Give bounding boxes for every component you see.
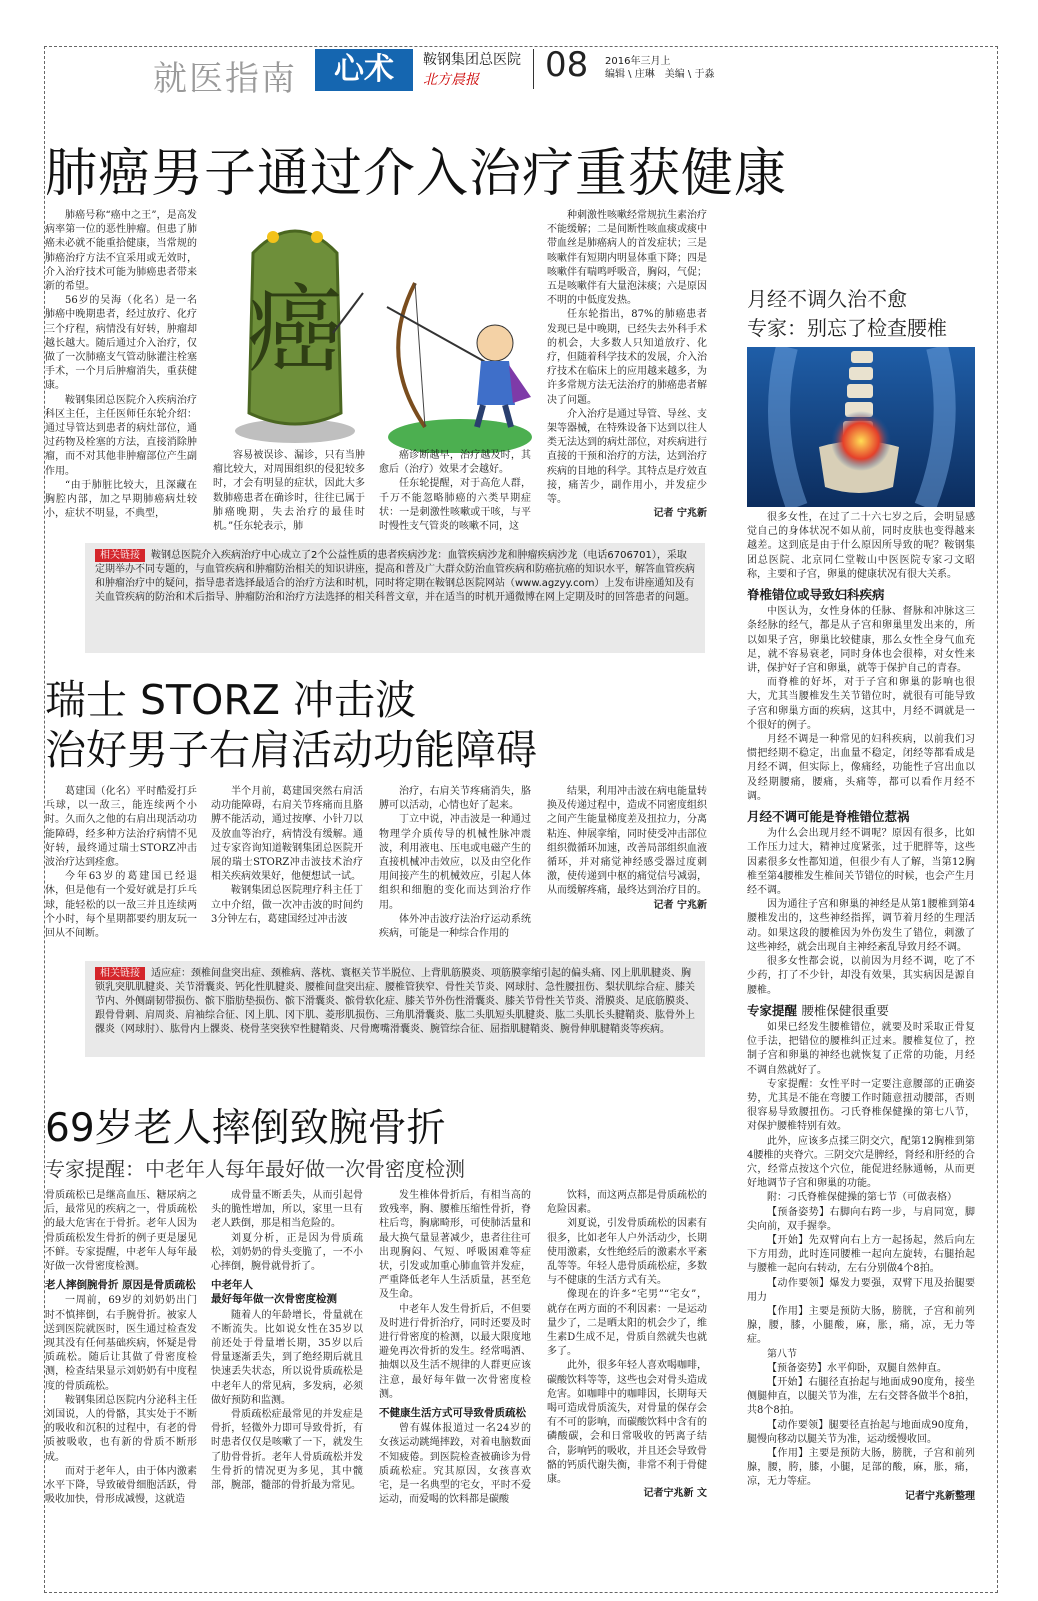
paragraph: 月经不调是一种常见的妇科疾病，以前我们习惯把经期不稳定，出血量不稳定，闭经等都看成是月经不调，但实际上，像痛经，功能性子宫出血以及经期腰痛，腰痛，头痛等，都可以看作月经不调。 [747,734,975,802]
paragraph: 体外冲击波疗法治疗运动系统疾病，可能是一种综合作用的 [379,913,531,940]
byline: 记者宁兆新整理 [905,1490,975,1502]
newspaper-name: 北方晨报 [423,72,479,88]
column-logo: 心术 [315,49,413,91]
section-heading: 中老年人 最好每年做一次骨密度检测 [211,1279,337,1306]
header-divider [533,49,534,89]
paragraph: 鞍钢集团总医院理疗科主任丁立中介绍，做一次冲击波的时间约3分钟左右，葛建国经过冲击波 [211,885,363,925]
paragraph: 癌诊断越早，治疗越及时，其愈后（治疗）效果才会越好。 [379,450,531,476]
tip-label: 专家提醒 [747,1002,798,1018]
article3-col1 [45,1189,197,1589]
exercise-step: 【预备姿势】水平仰卧，双腿自然伸直。 [767,1362,947,1374]
paragraph: 今年63岁的葛建国已经退休，但是他有一个爱好就是打乒乓球，能轻松的以一敌三并且连续两个小时，每个星期都要约朋友玩一回从不间断。 [45,871,197,940]
exercise-step: 【作用】主要是预防大肠，膀胱，子宫和前列腺，腰，胯，膝，小腿，足部的酸，麻，胀，痛，凉，无力等症。 [747,1448,975,1488]
article3-col2 [211,1189,363,1589]
article3-col4 [547,1189,707,1589]
paragraph: 为什么会出现月经不调呢？原因有很多，比如工作压力过大，精神过度紧张，过于肥胖等，这些因素很多女性都知道，但很少有人了解，当第12胸椎至第4腰椎发生椎间关节错位的时候，也会产生月经不调。 [747,828,975,897]
exercise-step: 【开始】右腿径直抬起与地面成90度角，接坐侧腿伸直，以腿关节为准，左右交替各做半个8拍，共8个8拍。 [747,1376,975,1417]
paragraph: 丁立中说，冲击波是一种通过物理学介质传导的机械性脉冲震波，利用液电、压电或电磁产生的直接机械冲击效应，以及由空化作用间接产生的机械效应，引起人体组织和细胞的变化而达到治疗作用。 [379,814,531,911]
byline: 记者宁兆新 文 [643,1488,707,1500]
tip-title: 腰椎保健很重要 [801,1002,889,1018]
paragraph: 发生椎体骨折后，有相当高的致残率，胸、腰椎压缩性骨折，脊柱后弯，胸廓畸形，可使肺活量和最大换气量显著减少，患者往往可出现胸闷、气短、呼吸困难等症状，引发或加重心肺血管并发症，严重降低老年人生活质量，甚至危及生命。 [379,1190,531,1301]
paragraph: 56岁的吴海（化名）是一名肺癌中晚期患者，经过放疗、化疗三个疗程，病情没有好转，肿瘤却越长越大。随后通过介入治疗，仅做了一次肺癌支气管动脉灌注栓塞手术，一个月后肿瘤消失，重获健康。 [45,295,197,392]
exercise-step: 【动作要领】爆发力要强，双臂下甩及抬腿要用力 [747,1277,975,1303]
sidebar-heading: 月经不调可能是脊椎错位惹祸 [747,809,910,825]
cancer-monster-illustration [213,213,369,445]
paragraph: 种刺激性咳嗽经常规抗生素治疗不能缓解；二是间断性咳血痰或痰中带血丝是肺癌病人的首发症状；三是咳嗽伴有短期内明显体重下降；四是咳嗽伴有喘鸣呼吸音，胸闷，气促；五是咳嗽伴有大量泡沫痰；六是原因不明的中低度发热。 [547,210,707,307]
editors: 编辑 \ 庄琳 美编 \ 于淼 [605,69,715,80]
article3-col3 [379,1189,531,1589]
article2-title-line2: 治好男子右肩活动功能障碍 [45,726,537,774]
paragraph: 骨质疏松已是继高血压、糖尿病之后，最常见的疾病之一，骨质疏松的最大危害在于骨折。老年人因为骨质疏松发生骨折的例子更是屡见不鲜。专家提醒，中老年人每年最好做一次骨密度检测。 [45,1190,197,1273]
paragraph: 而对于老年人，由于体内激素水平下降，导致破骨细胞活跃，骨吸收加快，骨形成减慢，这就造 [45,1465,197,1506]
related-tag: 相关链接 [95,549,145,562]
sidebar-heading: 脊椎错位或导致妇科疾病 [747,587,885,603]
exercise-step: 第八节 [767,1348,797,1360]
article2-related-box [85,961,705,1057]
paragraph: 刘夏分析，正是因为骨质疏松，刘奶奶的骨头变脆了，一不小心摔倒，腕骨就骨折了。 [211,1232,363,1273]
paragraph: 中老年人发生骨折后，不但要及时进行骨折治疗，同时还要及时进行骨密度的检测，以最大限度地避免再次骨折的发生。经常喝酒、抽烟以及生活不规律的人群更应该注意，最好每年做一次骨密度检测。 [379,1303,531,1400]
paragraph: 因为通往子宫和卵巢的神经是从第1腰椎到第4腰椎发出的，这些神经指挥，调节着月经的生理活动。如果这段的腰椎因为外伤发生了错位，刺激了这些神经，就会出现自主神经紊乱导致月经不调。 [747,899,975,953]
section-label: 就医指南 [153,59,297,99]
paragraph: 成骨量不断丢失，从而引起骨头的脆性增加，所以，家里一旦有老人跌倒，那是相当危险的。 [211,1190,363,1230]
section-heading: 老人摔倒腕骨折 原因是骨质疏松 [45,1279,196,1292]
section-heading: 不健康生活方式可导致骨质疏松 [379,1407,526,1420]
related-text: 鞍钢总医院介入疾病治疗中心成立了2个公益性质的患者疾病沙龙：血管疾病沙龙和肿瘤疾病沙龙（电话6706701），采取定期举办不同专题的，与血管疾病和肿瘤防治相关的知识讲座，提高和普及广大群众防治血管疾病和防癌抗癌的知识水平，解答血管疾病和肿瘤治疗中的疑问，指导患者选择最适合的治疗方法和时机，同时将定期在鞍钢总医院网站（www.agzyy.com）上发布讲座通知及有关血管疾病的防治和术后指导、肿瘤防治和治疗方法选择的相关科普文章，并在适当的时机开通微博在网上定期及时的回答患者的问题。 [95,550,695,603]
paragraph: 骨质疏松症最常见的并发症是骨折，轻微外力即可导致骨折，有时患者仅仅是咳嗽了一下，就发生了肋骨骨折。老年人骨质疏松并发生骨折的情况更为多见，其中髋部，腕部，髓部的骨折最为常见。 [211,1409,363,1492]
paragraph: 中医认为，女性身体的任脉、督脉和冲脉这三条经脉的经气，都是从子宫和卵巢里发出来的，所以如果子宫，卵巢比较健康，那么女性全身气血充足，就不容易衰老，同时身体也会很棒，对女性来讲，保护好子宫和卵巢，就等于保护自己的青春。 [747,606,975,675]
sidebar-title-line1: 月经不调久治不愈 [747,287,907,311]
exercise-step: 【预备姿势】右脚向右跨一步，与肩同宽，脚尖向前，双手握拳。 [747,1206,975,1232]
spine-illustration [747,347,975,507]
paragraph: 半个月前，葛建国突然右肩活动功能障碍，右肩关节疼痛而且胳膊不能活动，通过按摩、小针刀以及放血等治疗，病情没有缓解。通过专家咨询知道鞍钢集团总医院开展的瑞士STORZ冲击波技术治疗相关疾病效果好，他便想试一试。 [211,786,363,883]
article2-col2 [211,785,363,957]
paragraph: 刘夏说，引发骨质疏松的因素有很多，比如老年人户外活动少，长期使用激素，女性绝经后的激素水平紊乱等等。年轻人患骨质疏松症，多数与不健康的生活方式有关。 [547,1218,707,1287]
article2-col3 [379,785,531,957]
paragraph: 肺癌号称“癌中之王”，是高发病率第一位的恶性肿瘤。但患了肺癌未必就不能重拾健康，当常规的肺癌治疗方法不宜采用或无效时，介入治疗技术可能为肺癌患者带来新的希望。 [45,210,197,293]
paragraph: 很多女性，在过了二十六七岁之后，会明显感觉自己的身体状况不如从前，同时皮肤也变得越来越差。这到底是由于什么原因所导致的呢？鞍钢集团总医院、北京同仁堂鞍山中医医院专家刁文昭称，主要和子宫，卵巢的健康状况有很大关系。 [747,512,975,580]
paragraph: 很多女性都会说，以前因为月经不调，吃了不少药，打了不少针，却没有效果，其实病因是源自腰椎。 [747,956,975,996]
paragraph: 一周前，69岁的刘奶奶出门时不慎摔倒，右手腕骨折。被家人送到医院就医时，医生通过检查发现其没有任何基础疾病，怀疑是骨质疏松。随后让其做了骨密度检测，检查结果显示刘奶奶有中度程度的骨质疏松。 [45,1295,197,1392]
paragraph: “由于肺脏比较大，且深藏在胸腔内部，加之早期肺癌病灶较小，症状不明显，不典型， [45,479,197,520]
issue-date: 2016年三月上 [605,56,671,67]
exercise-step: 【动作要领】腿要径直抬起与地面成90度角，腿慢向移动以腿关节为准，运动缓慢收回。 [747,1419,975,1445]
paragraph: 附：刁氏脊椎保健操的第七节（可做表格） [767,1192,957,1204]
paragraph: 饮料，而这两点都是骨质疏松的危险因素。 [547,1190,707,1216]
paragraph: 像现在的许多“宅男”“宅女”，就存在两方面的不利因素：一是运动量少了，二是晒太阳的机会少了，维生素D生成不足，骨质自然就失也就多了。 [547,1289,707,1358]
cancer-glyph: 癌 [247,274,343,386]
paragraph: 任东轮提醒，对于高危人群，千万不能忽略肺癌的六类早期症状：一是刺激性咳嗽或干咳，与平时慢性支气管炎的咳嗽不同，这 [379,478,531,533]
newspaper-page [44,46,998,1593]
related-tag: 相关链接 [95,967,145,980]
article1-title: 肺癌男子通过介入治疗重获健康 [45,144,788,204]
paragraph: 此外，很多年轻人喜欢喝咖啡，碳酸饮料等等，这些也会对骨头造成危害。如咖啡中的咖啡因，长期每天喝可造成骨质流失，对骨量的保存会有不可的影响，而碳酸饮料中含有的磷酸碳，会和日常吸收的钙离子结合，影响钙的吸收，并且还会导致骨骼的钙质代谢失衡，非常不利于骨健康。 [547,1360,707,1486]
paragraph: 鞍钢集团总医院介入疾病治疗科区主任，主任医师任东轮介绍：通过导管达到患者的病灶部位，通过药物及栓塞的方法，直接消除肿瘤，而不对其他非肿瘤部位产生副作用。 [45,394,197,477]
article1-related-box [85,543,705,653]
paragraph: 而脊椎的好坏，对于子宫和卵巢的影响也很大，尤其当腰椎发生关节错位时，就很有可能导致子宫和卵巢方面的疾病，这其中，月经不调就是一个很好的例子。 [747,677,975,731]
sidebar-title-line2: 专家：别忘了检查腰椎 [747,316,947,340]
article1-col4 [547,209,707,539]
exercise-step: 【作用】主要是预防大肠，膀胱，子宫和前列腺，腰，膝，小腿酸，麻，胀，痛，凉，无力等症。 [747,1305,975,1346]
paragraph: 任东轮指出，87%的肺癌患者发现已是中晚期，已经失去外科手术的机会，大多数人只知道放疗、化疗，但随着科学技术的发展，介入治疗技术在临床上的应用越来越多，为许多常规方法无法治疗的肺癌患者解决了问题。 [547,309,707,406]
paragraph: 随着人的年龄增长，骨量就在不断流失。比如说女性在35岁以前还处于骨量增长期，35岁以后骨量逐渐丢失，到了绝经期后就且快速丢失状态，所以说骨质疏松是中老年人的常见病，多发病，必须做好预防和监测。 [211,1309,363,1406]
paragraph: 葛建国（化名）平时酷爱打乒乓球，以一敌三，能连续两个小时。久而久之他的右肩出现活动功能障碍，经多种方法治疗病情不见好转，最终通过瑞士STORZ冲击波治疗达到痊愈。 [45,786,197,869]
byline: 记者 宁兆新 [653,508,707,520]
page-number: 08 [545,45,589,85]
byline: 记者 宁兆新 [653,899,707,911]
article3-subtitle: 专家提醒：中老年人每年最好做一次骨密度检测 [45,1157,465,1181]
exercise-step: 【开始】先双臂向右上方一起扬起，然后向左下方用劲，此时连同腰椎一起向左旋转，右腿抬起与腰椎一起向右转动，左右分别做4个8拍。 [747,1234,975,1275]
paragraph: 鞍钢集团总医院内分泌科主任刘国说，人的骨骼，其实处于不断的吸收和沉积的过程中，有老的骨质被吸收，也有新的骨质不断形成。 [45,1394,197,1463]
paragraph: 如果已经发生腰椎错位，就要及时采取正骨复位手法，把错位的腰椎纠正过来。腰椎复位了，控制子宫和卵巢的神经也就恢复了正常的功能，月经不调自然就好了。 [747,1021,975,1076]
paragraph: 曾有媒体报道过一名24岁的女孩运动跳绳摔跤，对着电脑数面不知疲倦。到医院检查被确诊为骨质疏松症。究其原因，女孩喜欢宅，是一名典型的宅女，平时不爱运动，而爱喝的饮料都是碳酸 [379,1423,531,1506]
paragraph: 容易被误诊、漏诊，只有当肿瘤比较大，对周围组织的侵犯较多时，才会有明显的症状，因此大多数肺癌患者在确诊时，往往已属于肺癌晚期，失去治疗的最佳时机。”任东轮表示，肺 [213,450,365,533]
article2-col1 [45,785,197,957]
paragraph: 专家提醒：女性平时一定要注意腰部的正确姿势，尤其是不能在弯腰工作时随意扭动腰部，否则很容易导致腰扭伤。刁氏脊椎保健操的第七八节，对保护腰椎特别有效。 [747,1078,975,1133]
article2-col4 [547,785,707,957]
paragraph: 结果，利用冲击波在病电能量转换及传递过程中，造成不同密度组织之间产生能量梯度差及扭拉力，分离粘连、伸展挛缩，同时使受冲击部位组织微循环加速，改善局部组织血液循环，并对痛觉神经感受器过度刺激，使传递到中枢的痛觉信号减弱，从而缓解疼痛，最终达到治疗目的。 [547,786,707,897]
article1-col1 [45,209,197,539]
article2-title-line1: 瑞士 STORZ 冲击波 [45,676,416,724]
archer-illustration [385,277,535,453]
sidebar-tip-heading [747,1004,975,1018]
related-text: 适应症：颈椎间盘突出症、颈椎病、落枕、寰枢关节半脱位、上背肌筋膜炎、项筋膜挛缩引起的偏头痛、冈上肌肌腱炎、胸锁乳突肌肌腱炎、关节滑囊炎、钙化性肌腱炎、腰椎间盘突出症、腰椎管狭窄、骨性关节炎、网球肘、急性腰扭伤、梨状肌综合症、膝关节内、外侧副韧带损伤、髌下脂肪垫损伤、髌下滑囊炎、髌骨软化症、膝关节外伤性滑囊炎、膝关节骨性关节炎、滑膜炎、足底筋膜炎、跟骨骨刺、肩周炎、肩袖综合征、冈上肌、冈下肌、菱形肌损伤、三角肌滑囊炎、肱二头肌短头肌腱炎、肱二头肌长头腱鞘炎、肱骨外上髁炎（网球肘）、肱骨内上髁炎、桡骨茎突狭窄性腱鞘炎、尺骨鹰嘴滑囊炎、腕管综合征、屈指肌腱鞘炎、腕骨伸肌腱鞘炎等疾病。 [95,968,695,1035]
paragraph: 此外，应该多点揉三阴交穴，配第12胸椎到第4腰椎的夹脊穴。三阴交穴是脾经，肾经和肝经的合穴，经常点按这个穴位，能促进经脉通畅，从而更好地调节子宫和卵巢的功能。 [747,1135,975,1190]
paragraph: 介入治疗是通过导管、导丝、支架等器械，在特殊设备下达到以往人类无法达到的病灶部位，对疾病进行直接的干预和治疗的方法，达到治疗疾病的目地的科学。其特点是疗效直接，痛苦少，副作用小，并发症少等。 [547,408,707,506]
sidebar-body [747,511,975,1589]
article3-title: 69岁老人摔倒致腕骨折 [45,1106,446,1151]
article1-col2 [213,449,365,537]
article1-col3 [379,449,531,537]
hospital-name: 鞍钢集团总医院 [423,52,521,68]
paragraph: 治疗，右肩关节疼痛消失，胳膊可以活动，心情也好了起来。 [379,786,531,812]
